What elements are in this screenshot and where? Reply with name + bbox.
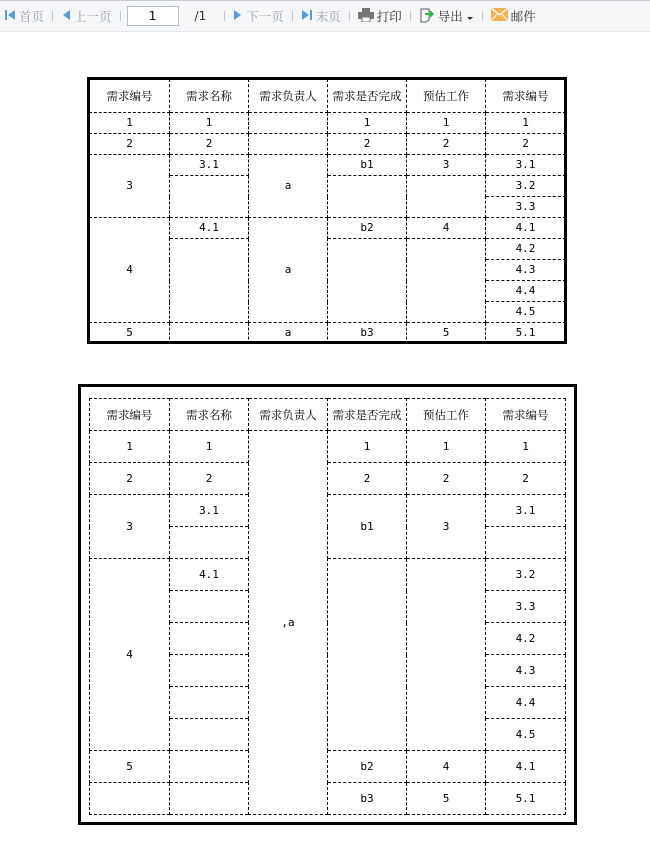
next-page-label: 下一页: [246, 9, 284, 24]
table-cell: b3: [328, 323, 407, 344]
table-cell: a: [249, 155, 328, 218]
table-row: [90, 155, 566, 176]
table-cell: 1: [328, 113, 407, 134]
table-cell: 3.3: [486, 591, 566, 623]
next-page-icon: [233, 9, 243, 24]
table-cell: 5: [407, 323, 486, 344]
table-cell: [407, 559, 486, 751]
table-cell: 1: [407, 113, 486, 134]
table-cell: 1: [90, 431, 170, 463]
table-cell: 3.3: [486, 197, 566, 218]
toolbar-divider: [120, 11, 121, 21]
header-cell: 需求编号: [486, 80, 566, 113]
table-cell: 2: [328, 463, 407, 495]
table-cell: 3.2: [486, 559, 566, 591]
table-cell: 5: [90, 751, 170, 783]
table-cell: 2: [170, 463, 249, 495]
table-cell: 2: [90, 134, 170, 155]
header-cell: 需求是否完成: [328, 399, 407, 431]
table-cell: 5: [90, 323, 170, 344]
table-cell: 3.1: [486, 155, 566, 176]
table-cell: 2: [407, 134, 486, 155]
table-cell: [249, 113, 328, 134]
header-cell: 需求负责人: [249, 399, 328, 431]
report-table-2: [78, 384, 577, 825]
chevron-down-icon[interactable]: [466, 9, 474, 24]
table-cell: 4: [90, 218, 170, 323]
report-table-1: [87, 77, 567, 344]
export-icon: [419, 7, 435, 26]
table-cell: 2: [486, 134, 566, 155]
table-cell: [328, 176, 407, 218]
table-cell: 4.2: [486, 623, 566, 655]
table-cell: 4.1: [486, 751, 566, 783]
table-cell: [170, 687, 249, 719]
mail-label: 邮件: [510, 9, 536, 24]
export-button[interactable]: [415, 7, 478, 26]
table-cell: 5.1: [486, 783, 566, 815]
table-cell: b1: [328, 155, 407, 176]
toolbar-divider: [482, 11, 483, 21]
header-row: [90, 399, 566, 431]
table-cell: [170, 527, 249, 559]
table-cell: 3: [90, 495, 170, 559]
table-cell: 2: [486, 463, 566, 495]
printer-icon: [358, 8, 374, 25]
print-label: 打印: [376, 9, 402, 24]
table-cell: 1: [486, 113, 566, 134]
table-cell: 4: [407, 218, 486, 239]
toolbar-divider: [224, 11, 225, 21]
table-cell: b2: [328, 218, 407, 239]
toolbar-divider: [349, 11, 350, 21]
table-cell: 3.1: [170, 495, 249, 527]
table-row: [90, 113, 566, 134]
header-cell: 预估工作: [407, 399, 486, 431]
export-label: 导出: [437, 9, 463, 24]
table-cell: [170, 783, 249, 815]
table-cell: [170, 719, 249, 751]
page-total: /1: [194, 9, 207, 23]
table-cell: 4.5: [486, 302, 566, 323]
table-cell: 4: [407, 751, 486, 783]
table-cell: 3.1: [170, 155, 249, 176]
table-cell: 3.1: [486, 495, 566, 527]
prev-page-button[interactable]: [57, 7, 116, 25]
header-cell: 需求负责人: [249, 80, 328, 113]
table-cell: 4.1: [170, 218, 249, 239]
table-cell: 4.5: [486, 719, 566, 751]
last-page-label: 末页: [315, 9, 341, 24]
header-cell: 预估工作: [407, 80, 486, 113]
table-row: [90, 783, 566, 815]
table-cell: 1: [407, 431, 486, 463]
header-cell: 需求名称: [170, 80, 249, 113]
requirements-table-2: [89, 398, 566, 815]
mail-button[interactable]: [487, 7, 540, 25]
table-cell: 4.3: [486, 260, 566, 281]
table-cell: [407, 239, 486, 323]
table-cell: [170, 655, 249, 687]
table-cell: a: [249, 323, 328, 344]
header-cell: 需求名称: [170, 399, 249, 431]
table-cell: [328, 239, 407, 323]
table-cell: a: [249, 218, 328, 323]
table-row: [90, 751, 566, 783]
table-cell: 4.3: [486, 655, 566, 687]
table-row: [90, 495, 566, 527]
table-row: [90, 218, 566, 239]
table-cell: [90, 783, 170, 815]
table-row: [90, 431, 566, 463]
table-cell: [170, 176, 249, 218]
table-cell: [328, 559, 407, 751]
table-row: [90, 134, 566, 155]
table-cell: 5.1: [486, 323, 566, 344]
table-cell: 1: [486, 431, 566, 463]
table-cell: 5: [407, 783, 486, 815]
first-page-icon: [4, 9, 16, 24]
table-cell: 1: [170, 431, 249, 463]
table-cell: [170, 323, 249, 344]
report-toolbar: [0, 0, 650, 32]
table-cell: 3: [90, 155, 170, 218]
toolbar-divider: [52, 11, 53, 21]
header-cell: 需求编号: [90, 80, 170, 113]
header-cell: 需求编号: [486, 399, 566, 431]
toolbar-divider: [292, 11, 293, 21]
table-cell: 1: [170, 113, 249, 134]
print-button[interactable]: [354, 7, 406, 25]
table-cell: [170, 591, 249, 623]
table-row: [90, 323, 566, 344]
header-cell: 需求编号: [90, 399, 170, 431]
table-cell: [249, 134, 328, 155]
next-page-button[interactable]: [229, 7, 288, 25]
table-cell: b1: [328, 495, 407, 559]
table-cell: 4.1: [170, 559, 249, 591]
first-page-button[interactable]: [0, 7, 48, 25]
table-cell: ,a: [249, 431, 328, 815]
table-cell: 4: [90, 559, 170, 751]
table-row: [90, 463, 566, 495]
table-cell: 3.2: [486, 176, 566, 197]
toolbar-divider: [410, 11, 411, 21]
first-page-label: 首页: [19, 9, 45, 24]
table-cell: b3: [328, 783, 407, 815]
table-cell: 4.4: [486, 281, 566, 302]
requirements-table-1: [89, 79, 566, 344]
table-cell: 4.2: [486, 239, 566, 260]
table-cell: 4.4: [486, 687, 566, 719]
prev-page-label: 上一页: [74, 9, 112, 24]
table-cell: 1: [90, 113, 170, 134]
table-cell: 2: [328, 134, 407, 155]
table-cell: 2: [407, 463, 486, 495]
header-row: [90, 80, 566, 113]
last-page-icon: [301, 9, 313, 24]
table-cell: [170, 623, 249, 655]
last-page-button[interactable]: [297, 7, 345, 25]
mail-icon: [491, 8, 508, 24]
prev-page-icon: [61, 9, 71, 24]
table-cell: [170, 751, 249, 783]
table-cell: [170, 239, 249, 323]
table-cell: 2: [90, 463, 170, 495]
table-cell: b2: [328, 751, 407, 783]
table-cell: [407, 176, 486, 218]
table-row: [90, 559, 566, 591]
table-cell: 1: [328, 431, 407, 463]
header-cell: 需求是否完成: [328, 80, 407, 113]
table-cell: 2: [170, 134, 249, 155]
table-cell: 3: [407, 155, 486, 176]
table-cell: 4.1: [486, 218, 566, 239]
page-number-input[interactable]: [127, 6, 179, 26]
table-cell: [486, 527, 566, 559]
table-cell: 3: [407, 495, 486, 559]
